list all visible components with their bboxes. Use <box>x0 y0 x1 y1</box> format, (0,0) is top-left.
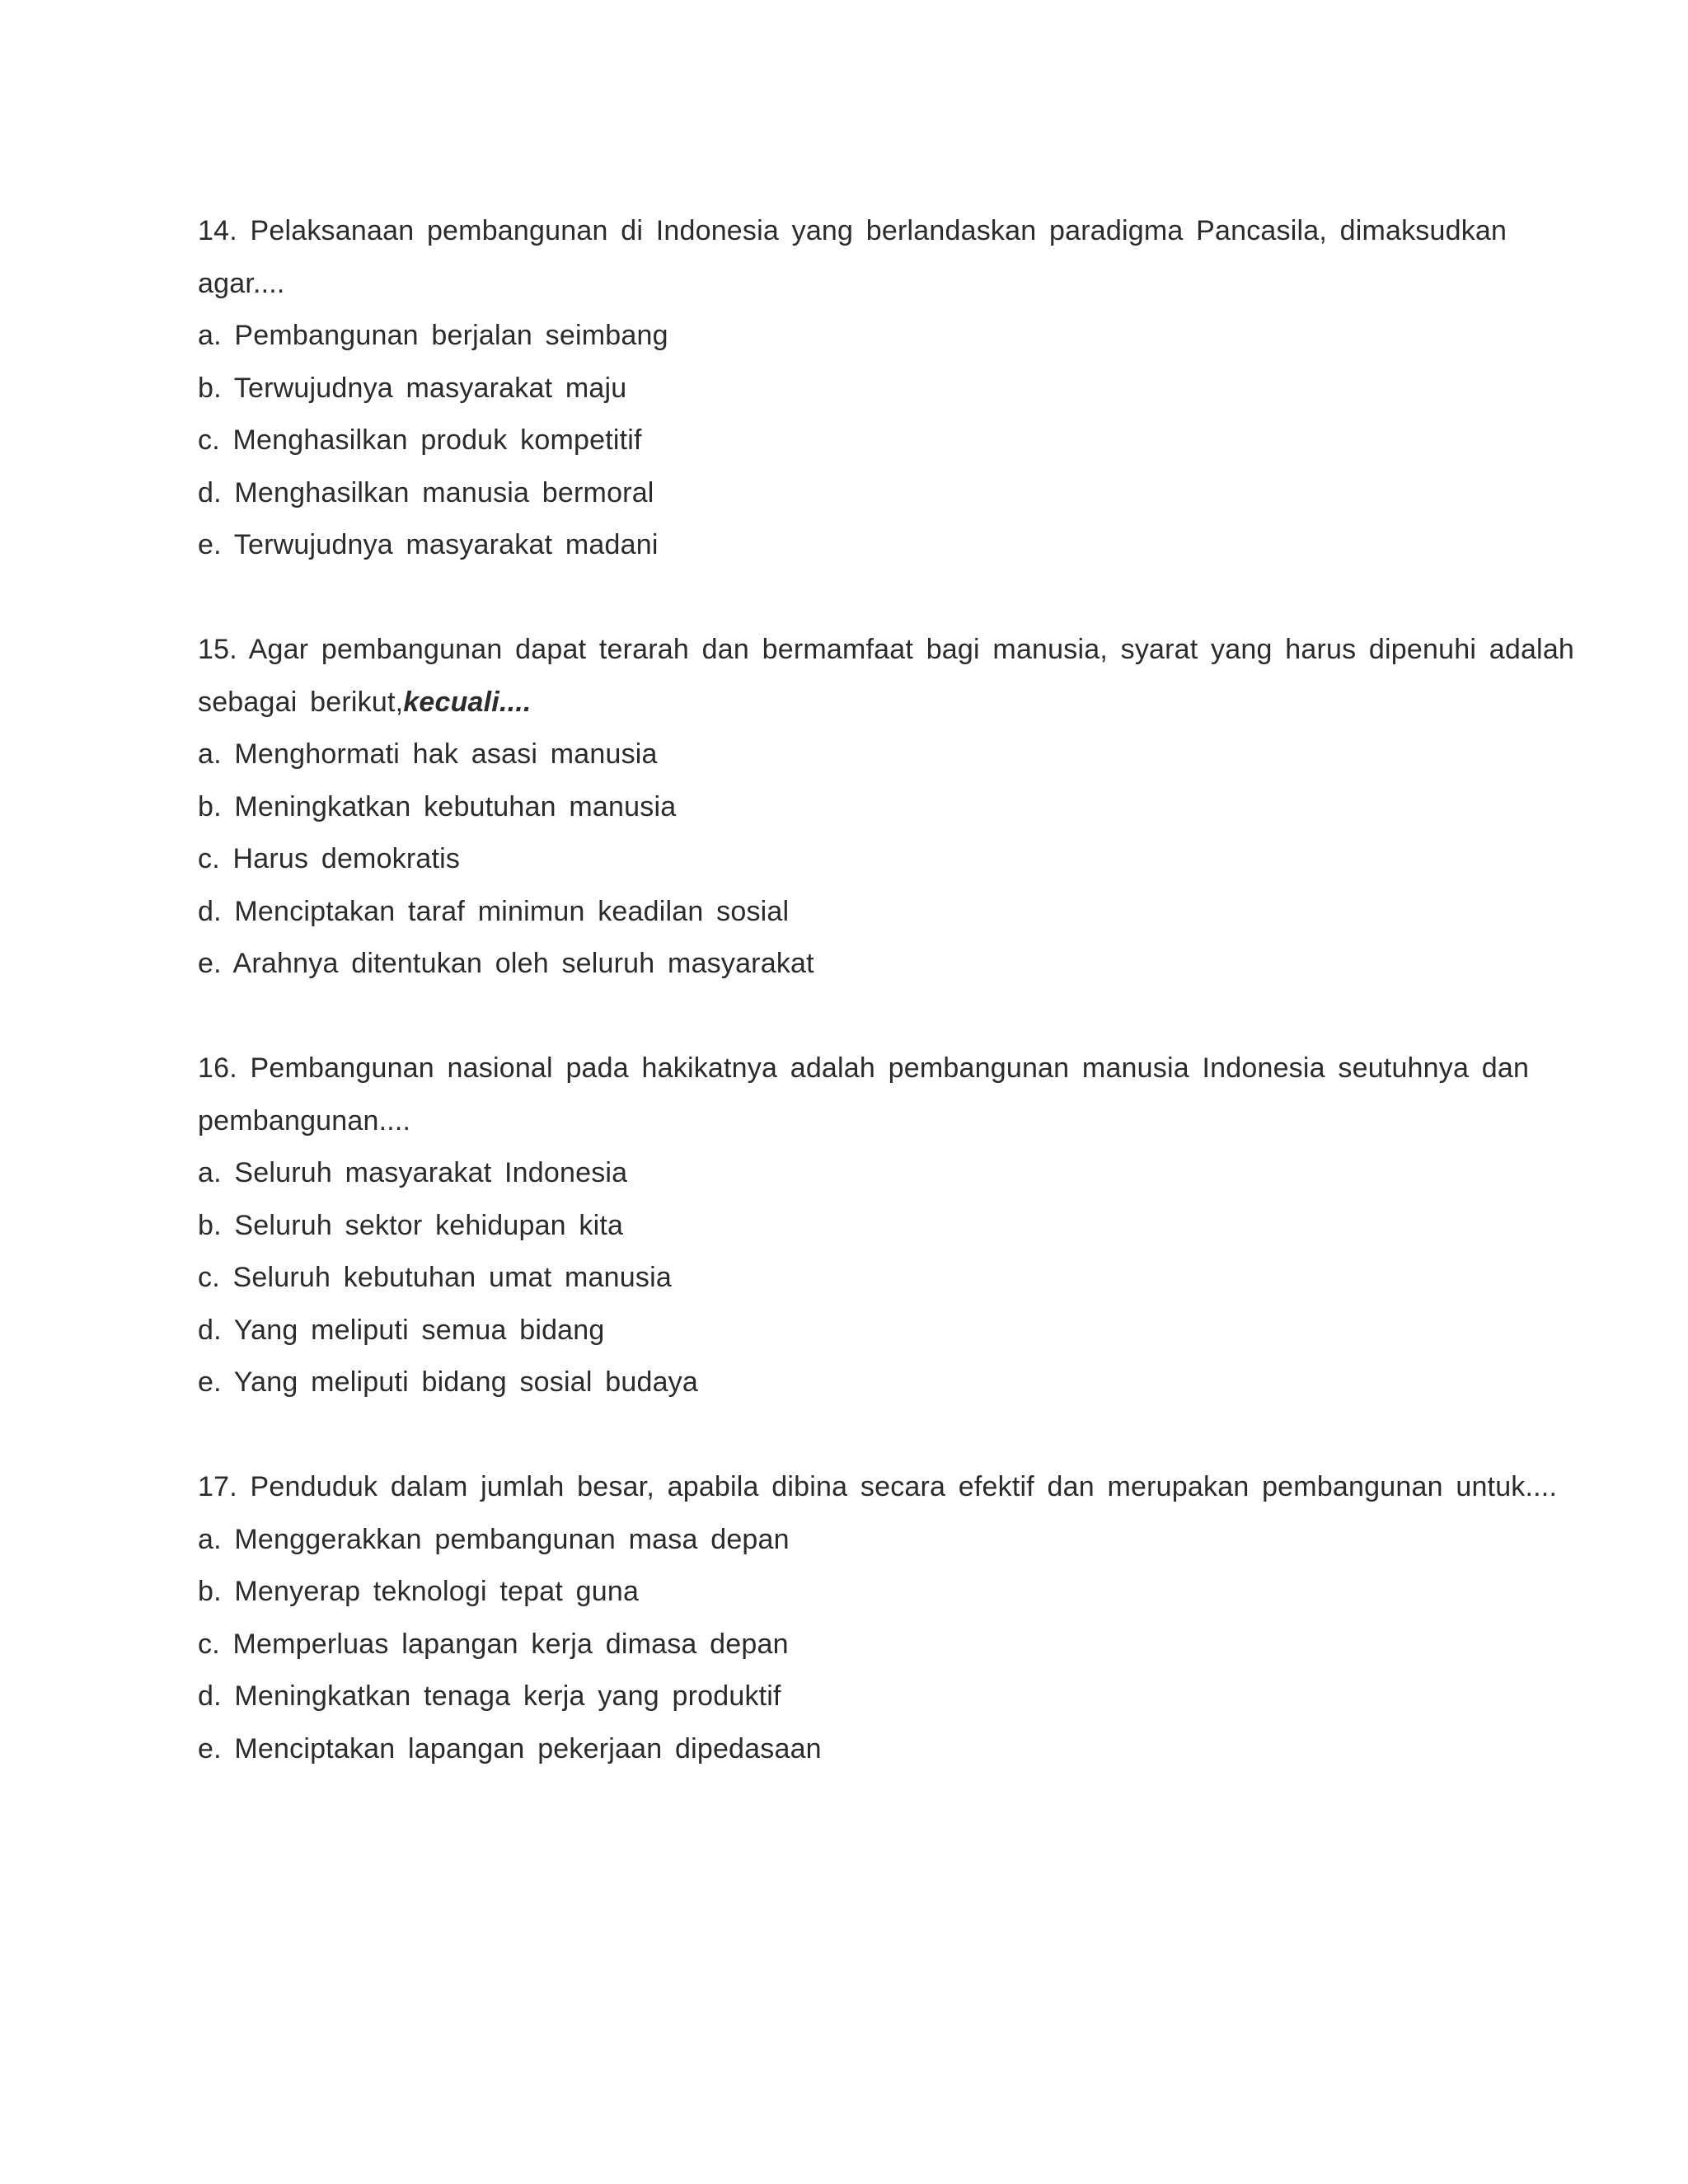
answer-option: e. Arahnya ditentukan oleh seluruh masyarakat <box>198 948 814 979</box>
answer-option: e. Terwujudnya masyarakat madani <box>198 529 659 560</box>
answer-option: b. Seluruh sektor kehidupan kita <box>198 1210 624 1241</box>
question-stem-text: sebagai berikut, <box>198 687 404 718</box>
question-stem-line: 15. Agar pembangunan dapat terarah dan bermamfaat bagi manusia, syarat yang harus dipenuhi adalah <box>198 634 1575 665</box>
answer-option: a. Seluruh masyarakat Indonesia <box>198 1157 628 1188</box>
answer-option: a. Pembangunan berjalan seimbang <box>198 320 668 351</box>
answer-option: d. Menghasilkan manusia bermoral <box>198 477 654 509</box>
answer-option: c. Menghasilkan produk kompetitif <box>198 424 642 456</box>
answer-option: d. Meningkatkan tenaga kerja yang produktif <box>198 1680 781 1712</box>
question-stem-line: pembangunan.... <box>198 1105 411 1137</box>
answer-option: b. Meningkatkan kebutuhan manusia <box>198 791 677 823</box>
answer-option: c. Seluruh kebutuhan umat manusia <box>198 1262 672 1293</box>
answer-option: b. Menyerap teknologi tepat guna <box>198 1576 640 1607</box>
question-stem-line: 16. Pembangunan nasional pada hakikatnya adalah pembangunan manusia Indonesia seutuhnya dan <box>198 1052 1530 1084</box>
answer-option: d. Yang meliputi semua bidang <box>198 1315 605 1346</box>
answer-option: e. Menciptakan lapangan pekerjaan dipedasaan <box>198 1733 822 1765</box>
answer-option: b. Terwujudnya masyarakat maju <box>198 373 627 404</box>
answer-option: a. Menggerakkan pembangunan masa depan <box>198 1524 790 1555</box>
answer-option: a. Menghormati hak asasi manusia <box>198 738 658 770</box>
answer-option: c. Harus demokratis <box>198 843 461 874</box>
answer-option: c. Memperluas lapangan kerja dimasa depan <box>198 1629 789 1660</box>
question-stem-line <box>198 686 532 719</box>
answer-option: d. Menciptakan taraf minimun keadilan sosial <box>198 896 790 927</box>
question-stem-line: 17. Penduduk dalam jumlah besar, apabila dibina secara efektif dan merupakan pembangunan untuk.... <box>198 1471 1558 1502</box>
question-stem-line: agar.... <box>198 268 285 299</box>
question-stem-emphasis: kecuali.... <box>403 687 532 718</box>
question-stem-line: 14. Pelaksanaan pembangunan di Indonesia yang berlandaskan paradigma Pancasila, dimaksudkan <box>198 215 1507 246</box>
answer-option: e. Yang meliputi bidang sosial budaya <box>198 1366 698 1398</box>
